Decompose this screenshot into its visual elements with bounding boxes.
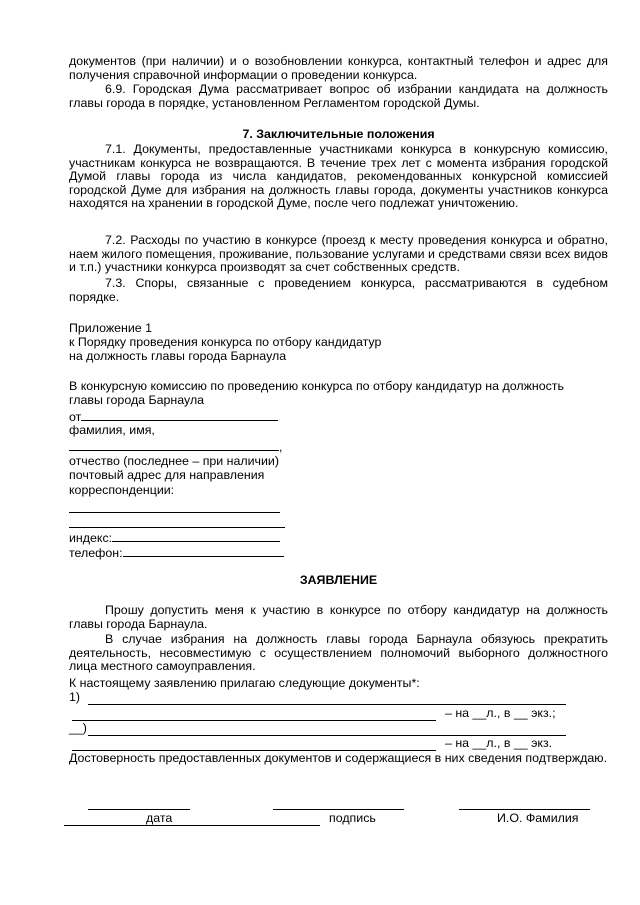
full-name-line[interactable]	[459, 809, 590, 810]
section-7-title: 7. Заключительные положения	[242, 127, 435, 141]
paragraph-7-2: 7.2. Расходы по участию в конкурсе (проезд к месту проведения конкурса и обратно, наем жилого помещения, проживание, пользование услугами и средствами связи всех видов и т.п.) участники конкурса производят за счет собственных средств.	[69, 233, 608, 275]
from-input-line[interactable]	[81, 409, 278, 421]
attachment-item-1-count: – на __л., в __ экз.;	[445, 706, 556, 720]
application-paragraph-2: В случае избрания на должность главы города Барнаула обязуюсь прекратить деятельность, несовместимую с осуществлением полномочий выборного должностного лица местного самоуправления.	[69, 632, 608, 674]
index-input-line[interactable]	[112, 530, 280, 542]
attachment-item-1-number: 1)	[69, 690, 81, 704]
index-field	[69, 530, 280, 546]
address-label-1: почтовый адрес для направления	[69, 468, 265, 482]
name-field	[69, 439, 282, 455]
appendix-line-1: Приложение 1	[69, 321, 153, 335]
from-label: от	[69, 410, 82, 424]
paragraph-6-9: 6.9. Городская Дума рассматривает вопрос об избрании кандидата на должность главы города в порядке, установленном Регламентом городской Думы.	[69, 82, 608, 110]
paragraph-6-8-continued: документов (при наличии) и о возобновлении конкурса, контактный телефон и адрес для получения справочной информации о проведении конкурса.	[69, 54, 608, 82]
full-name-label: И.О. Фамилия	[497, 811, 579, 825]
phone-field	[69, 545, 284, 561]
signature-label: подпись	[329, 811, 376, 825]
paragraph-7-3: 7.3. Споры, связанные с проведением конкурса, рассматриваются в судебном порядке.	[69, 276, 608, 304]
date-label: дата	[146, 811, 173, 825]
attachment-item-n-count: – на __л., в __ экз.	[445, 736, 553, 750]
patronymic-label: отчество (последнее – при наличии)	[69, 454, 279, 468]
name-label: фамилия, имя,	[69, 423, 155, 437]
appendix-line-2: к Порядку проведения конкурса по отбору кандидатур	[69, 335, 382, 349]
paragraph-7-1: 7.1. Документы, предоставленные участниками конкурса в конкурсную комиссию, участникам конкурса не возвращаются. В течение трех лет с момента избрания городской Думой главы города из числа кандидатов, рекомендованных конкурсной комиссией городской Думе для избрания на должность главы города, документы участников конкурса находятся на хранении в городской Думе, после чего подлежат уничтожению.	[69, 142, 608, 211]
confirmation-text: Достоверность предоставленных документов и содержащиеся в них сведения подтверждаю.	[69, 751, 608, 765]
attachments-intro: К настоящему заявлению прилагаю следующие документы*:	[69, 676, 420, 690]
phone-input-line[interactable]	[123, 545, 284, 557]
address-label-2: корреспонденции:	[69, 483, 175, 497]
phone-label: телефон:	[69, 546, 123, 560]
attachment-item-n-number: __)	[69, 721, 87, 735]
attachment-item-1-line[interactable]	[88, 704, 566, 705]
date-underline	[64, 825, 320, 826]
address-input-line-1[interactable]	[69, 512, 280, 513]
application-title: ЗАЯВЛЕНИЕ	[299, 573, 378, 587]
appendix-line-3: на должность главы города Барнаула	[69, 349, 287, 363]
addressee-line-1: В конкурсную комиссию по проведению конкурса по отбору кандидатур на должность	[69, 379, 564, 393]
addressee-line-2: главы города Барнаула	[69, 393, 205, 407]
name-comma: ,	[279, 440, 283, 454]
signature-line[interactable]	[273, 809, 404, 810]
name-input-line[interactable]	[69, 439, 279, 451]
date-line[interactable]	[88, 809, 190, 810]
address-input-line-2[interactable]	[69, 527, 285, 528]
application-paragraph-1: Прошу допустить меня к участию в конкурсе по отбору кандидатур на должность главы города Барнаула.	[69, 603, 608, 631]
index-label: индекс:	[69, 531, 113, 545]
attachment-item-1-line-2[interactable]	[72, 720, 436, 721]
